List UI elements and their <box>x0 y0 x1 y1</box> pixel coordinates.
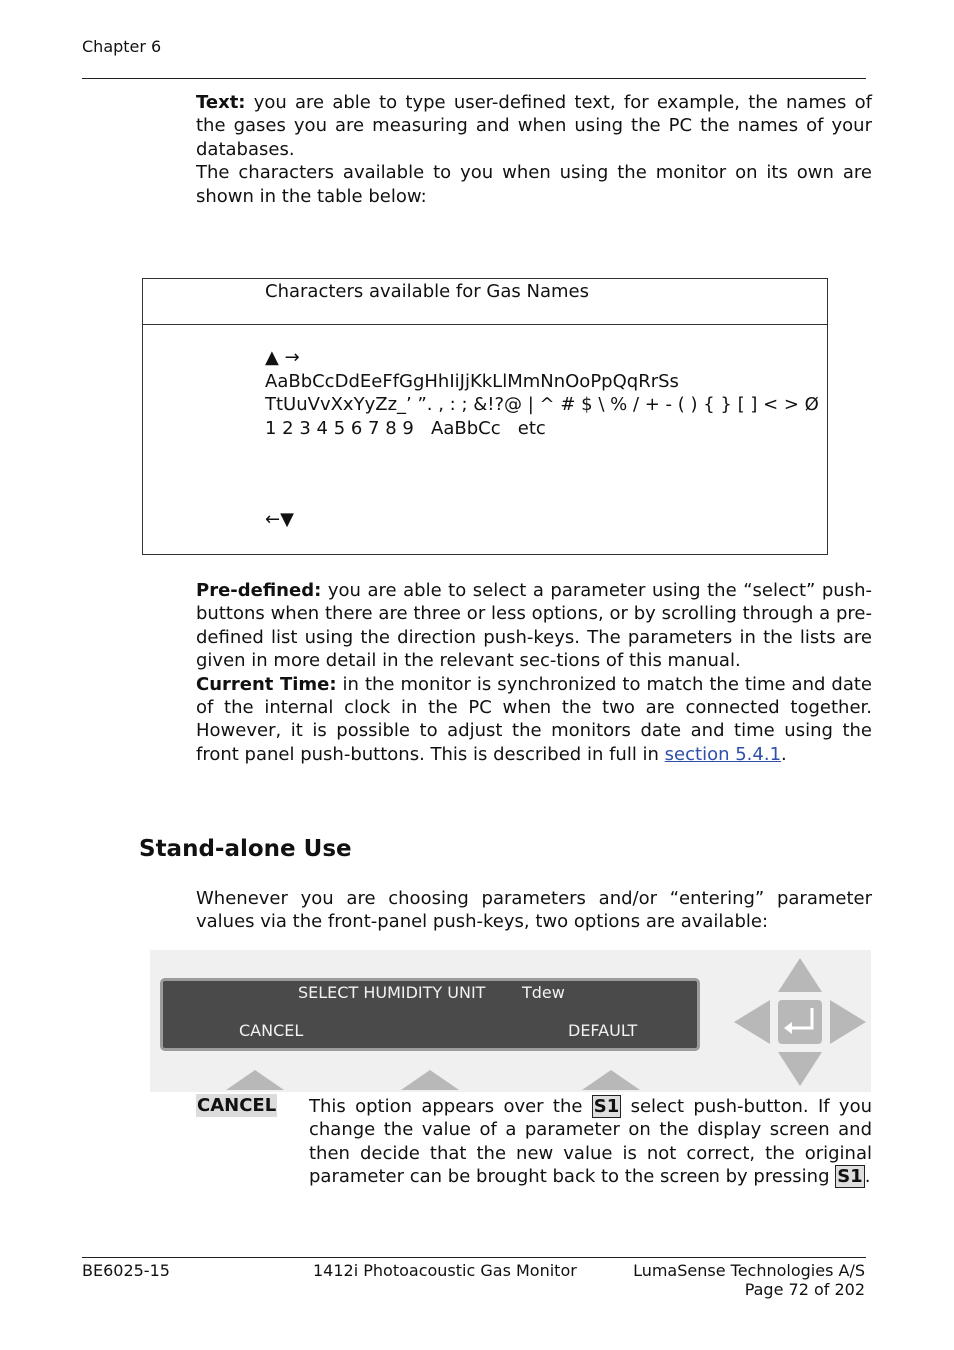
arrows-top: ▲ → <box>265 347 300 368</box>
arrows-bottom: ←▼ <box>265 509 294 530</box>
current-time-label: Current Time: <box>196 673 337 695</box>
footer-page: Page 72 of 202 <box>744 1280 865 1299</box>
arrow-right-icon[interactable] <box>830 1000 866 1044</box>
footer-doc-id: BE6025-15 <box>82 1261 170 1280</box>
text-body: you are able to type user-defined text, for example, the names of the gases you are measuring and when using the PC the names of your databases. <box>196 92 872 160</box>
predefined-label: Pre-defined: <box>196 580 322 601</box>
current-time-tail: . <box>781 743 787 765</box>
s1-key-label-2: S1 <box>837 1166 863 1188</box>
characters-table-title: Characters available for Gas Names <box>265 281 589 302</box>
footer-product: 1412i Photoacoustic Gas Monitor <box>313 1261 577 1280</box>
s1-key-label: S1 <box>593 1096 620 1117</box>
footer-company: LumaSense Technologies A/S <box>633 1261 865 1280</box>
display-title: SELECT HUMIDITY UNIT <box>298 983 486 1002</box>
footer-rule <box>82 1257 866 1258</box>
letters-row-1: AaBbCcDdEeFfGgHhIiJjKkLlMmNnOoPpQqRrSs <box>265 371 679 392</box>
display-default-option: DEFAULT <box>568 1021 638 1040</box>
chapter-label: Chapter 6 <box>82 37 162 56</box>
select-button-s1[interactable] <box>226 1070 284 1090</box>
characters-table <box>142 278 828 555</box>
cancel-desc-part1: This option appears over the <box>309 1096 592 1117</box>
arrow-up-icon[interactable] <box>778 958 822 992</box>
standalone-paragraph: Whenever you are choosing parameters and/or “entering” parameter values via the front-panel push-keys, two options are available: <box>196 888 872 933</box>
characters-table-header <box>143 279 827 325</box>
arrow-left-icon[interactable] <box>734 1000 770 1044</box>
predefined-paragraph <box>196 579 872 766</box>
cancel-desc-part2: select push-button. If you change the value of a parameter on the display screen and then decide that the new value is not correct, the original parameter can be brought back to the screen by pressing <box>309 1096 872 1188</box>
section-link[interactable]: section 5.4.1 <box>664 743 782 765</box>
enter-icon[interactable] <box>778 1000 822 1044</box>
predefined-body: you are able to select a parameter using the “select” push-buttons when there are three or less options, or by scrolling through a pre-defined list using the direction push-keys. The parameters in the lists are given in more detail in the relevant sec-tions of this manual. <box>196 580 872 672</box>
current-time-body: in the monitor is synchronized to match the time and date of the internal clock in the PC when the two are connected together. However, it is possible to adjust the monitors date and time using the front panel push-buttons. This is described in full in <box>196 673 872 765</box>
text-label: Text: <box>196 92 246 113</box>
cancel-desc-part3: . <box>864 1166 871 1188</box>
section-heading: Stand-alone Use <box>139 836 352 862</box>
letters-row-2: TtUuVvXxYyZz_’ ”. , : ; &!?@ | ^ # $ \ % / + - ( ) { } [ ] < > Ø <box>265 394 819 416</box>
characters-list <box>265 370 821 440</box>
cancel-term: CANCEL <box>197 1095 277 1116</box>
select-button-s2[interactable] <box>401 1070 459 1090</box>
direction-keypad <box>732 956 868 1088</box>
lcd-display <box>160 978 700 1051</box>
text-body-2: The characters available to you when using the monitor on its own are shown in the table below: <box>196 162 872 207</box>
display-cancel-option: CANCEL <box>239 1021 304 1040</box>
display-value: Tdew <box>522 983 565 1002</box>
header-rule <box>82 78 866 79</box>
arrow-down-icon[interactable] <box>778 1052 822 1086</box>
text-paragraph <box>196 91 872 208</box>
cancel-description <box>309 1095 872 1189</box>
digits-row: 1 2 3 4 5 6 7 8 9 AaBbCc etc <box>265 417 546 439</box>
select-button-s3[interactable] <box>582 1070 640 1090</box>
